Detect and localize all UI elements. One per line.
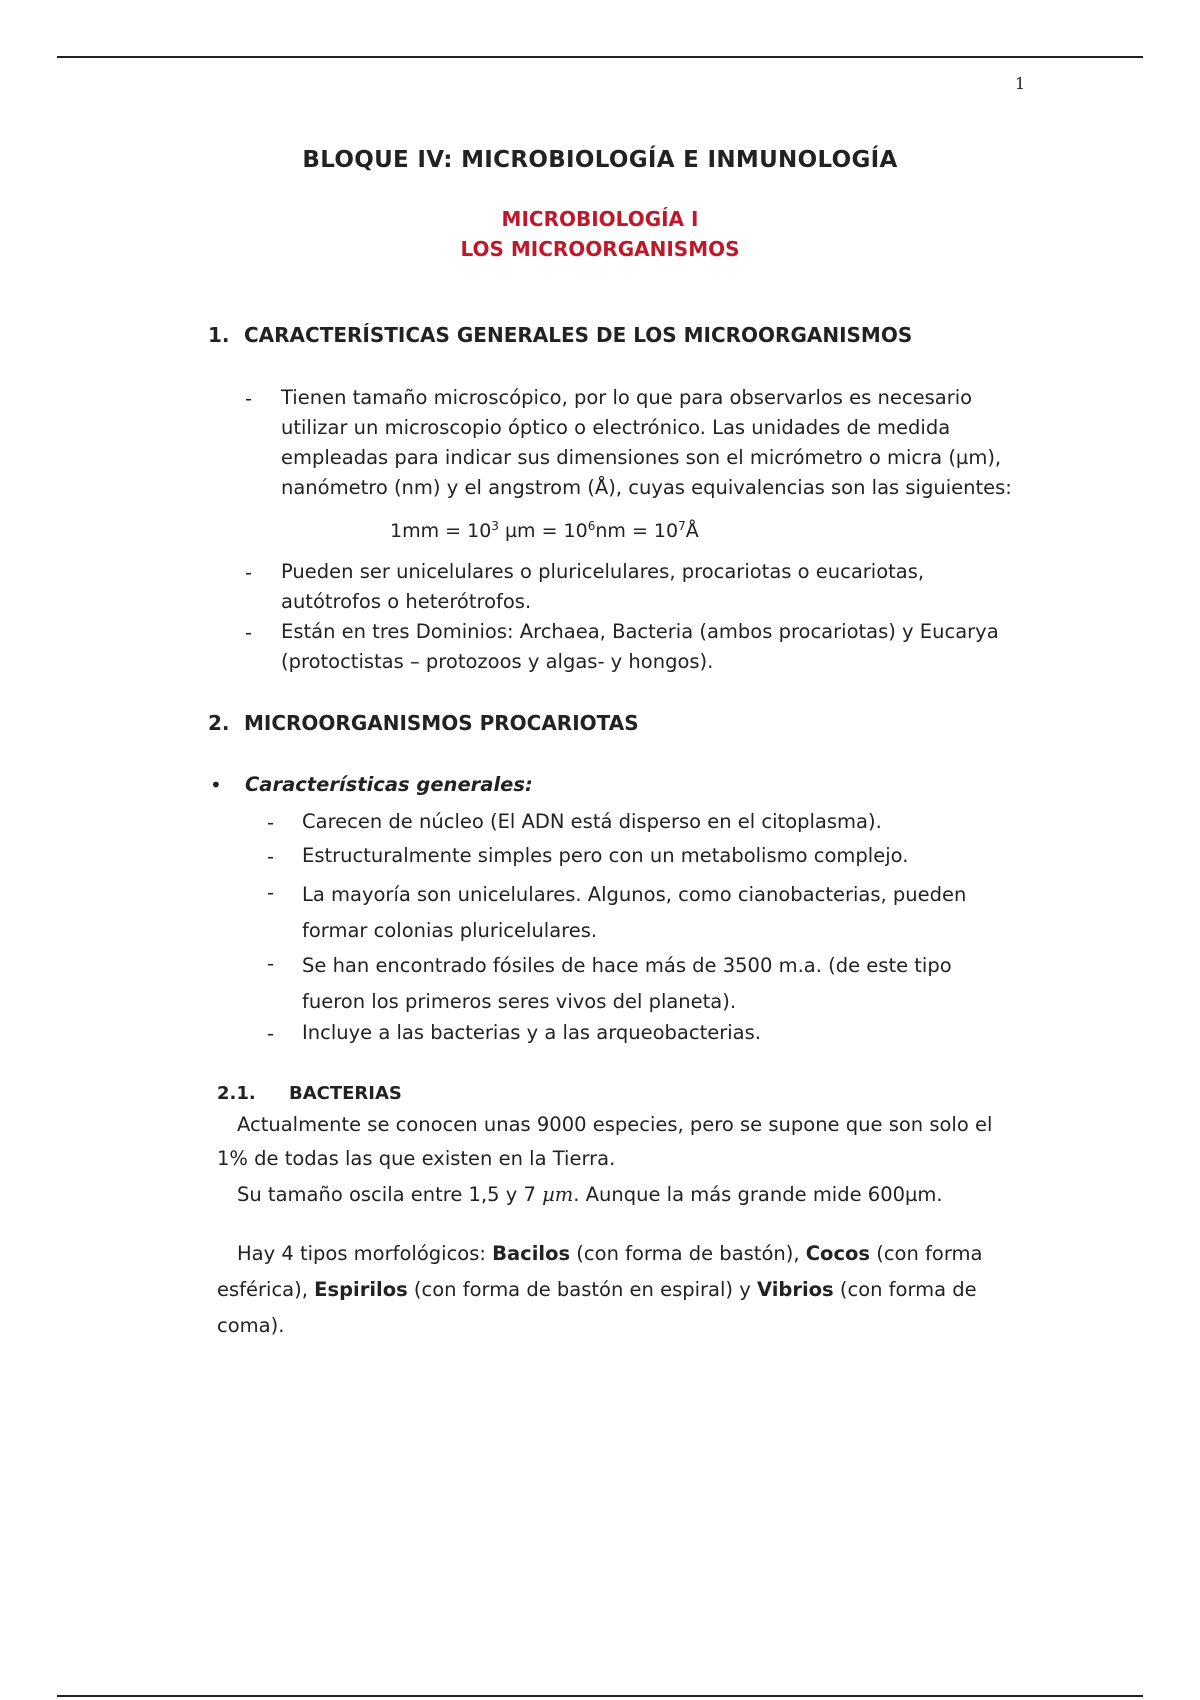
section-2-number: 2. [208,711,230,735]
section-1-number: 1. [208,323,230,347]
bacterias-paragraph-2: Su tamaño oscila entre 1,5 y 7 µm. Aunque la más grande mide 600µm. [237,1183,943,1206]
bacterias-paragraph-1: Actualmente se conocen unas 9000 especies, pero se supone que son solo el 1% de todas las que existen en la Tierra. [217,1113,993,1170]
dash-marker: - [267,1022,275,1045]
bullet-marker: • [210,773,222,797]
procariota-item-3: La mayoría son unicelulares. Algunos, como cianobacterias, pueden formar colonias pluricelulares. [302,883,967,942]
dash-marker: - [245,621,253,644]
procariota-item-4: Se han encontrado fósiles de hace más de 3500 m.a. (de este tipo fueron los primeros seres vivos del planeta). [302,954,952,1013]
section-2-1-heading [217,1083,402,1104]
page-number: 1 [1015,74,1026,93]
dash-marker: - [267,952,275,975]
dash-marker: - [245,561,253,584]
section-1-item-2: Pueden ser unicelulares o pluricelulares, procariotas o eucariotas, autótrofos o heterótrofos. [281,560,925,613]
section-1-title: CARACTERÍSTICAS GENERALES DE LOS MICROORGANISMOS [244,323,913,347]
dash-marker: - [267,881,275,904]
page-title: BLOQUE IV: MICROBIOLOGÍA E INMUNOLOGÍA [302,147,898,173]
procariota-item-5: Incluye a las bacterias y a las arqueobacterias. [302,1021,761,1044]
subtitle-microbiologia: MICROBIOLOGÍA I [501,207,699,231]
section-2-1-title: BACTERIAS [289,1083,402,1104]
section-1-heading [208,323,912,347]
top-rule [57,56,1143,58]
unit-equivalence-formula: $1mm = 10^3$ $\mu m = 10^6nm$ = $10^7Å$ [390,519,699,542]
section-2-1-number: 2.1. [217,1083,256,1104]
dash-marker: - [267,845,275,868]
general-characteristics-label: Características generales: [245,773,533,796]
section-1-item-3: Están en tres Dominios: Archaea, Bacteria (ambos procariotas) y Eucarya (protoctistas – protozoos y algas- y hongos). [281,620,999,673]
dash-marker: - [267,811,275,834]
bacterias-paragraph-3: Hay 4 tipos morfológicos: Bacilos (con forma de bastón), Cocos (con forma esférica), Espirilos (con forma de bastón en espiral) y Vibrios (con forma de coma). [217,1242,983,1337]
procariota-item-2: Estructuralmente simples pero con un metabolismo complejo. [302,844,909,867]
section-1-item-1: Tienen tamaño microscópico, por lo que para observarlos es necesario utilizar un microscopio óptico o electrónico. Las unidades de medida empleadas para indicar sus dimensiones son el micrómetro o micra (µm), nanómetro (nm) y el angstrom (Å), cuyas equivalencias son las siguientes: [281,386,1012,499]
procariota-item-1: Carecen de núcleo (El ADN está disperso en el citoplasma). [302,810,882,833]
section-2-heading [208,711,639,735]
section-2-title: MICROORGANISMOS PROCARIOTAS [244,711,639,735]
subtitle-microorganismos: LOS MICROORGANISMOS [460,237,740,261]
dash-marker: - [245,387,253,410]
bottom-rule [57,1695,1143,1697]
